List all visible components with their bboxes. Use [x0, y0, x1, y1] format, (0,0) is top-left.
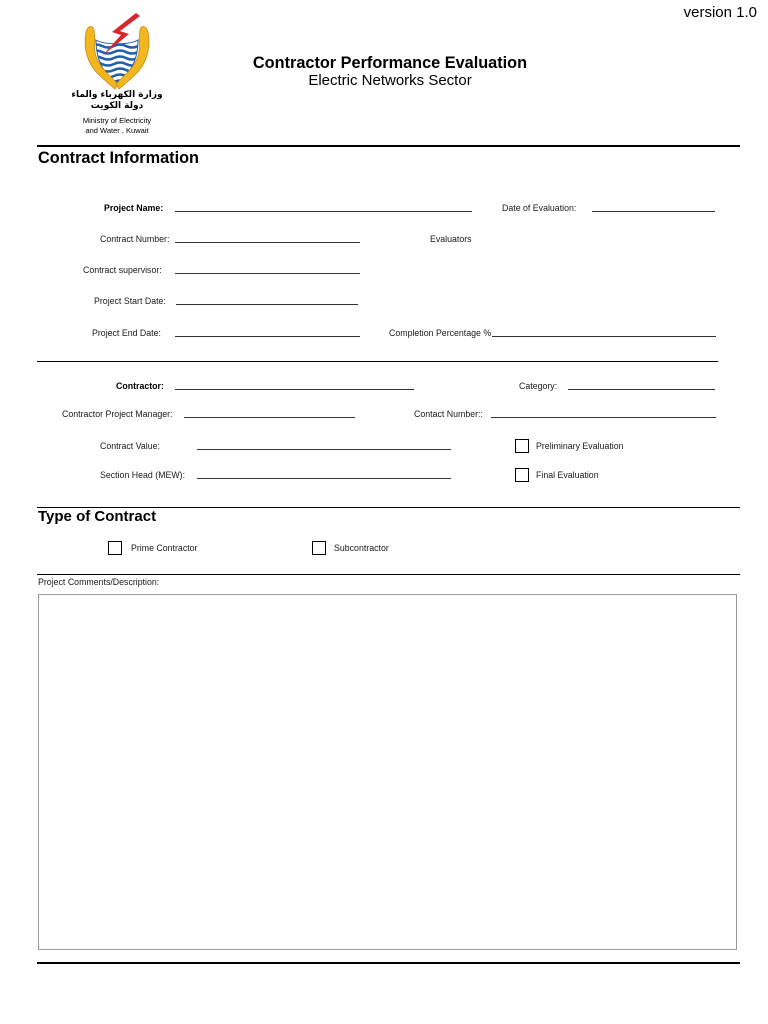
project-comments-label: Project Comments/Description:: [38, 577, 160, 587]
logo-arabic-state: دولة الكويت: [90, 101, 144, 111]
evaluators-label: Evaluators: [430, 234, 472, 244]
final-evaluation-label: Final Evaluation: [536, 470, 599, 480]
contact-number-field[interactable]: [491, 407, 716, 418]
project-end-date-label: Project End Date:: [92, 328, 161, 338]
project-start-date-field[interactable]: [176, 294, 358, 305]
preliminary-evaluation-checkbox[interactable]: [515, 439, 529, 453]
contractor-project-manager-label: Contractor Project Manager:: [62, 409, 173, 419]
section-head-label: Section Head (MEW):: [100, 470, 186, 480]
contract-value-field[interactable]: [197, 439, 451, 450]
completion-percentage-field[interactable]: [492, 326, 716, 337]
ministry-logo: [82, 12, 152, 90]
prime-contractor-label: Prime Contractor: [131, 543, 198, 553]
section-divider: [37, 574, 740, 575]
logo-english-line1: Ministry of Electricity: [82, 116, 152, 125]
form-title: Contractor Performance Evaluation: [252, 54, 528, 72]
contract-value-label: Contract Value:: [100, 441, 160, 451]
contract-information-heading: Contract Information: [38, 149, 199, 167]
project-name-label: Project Name:: [104, 203, 164, 213]
footer-divider: [37, 962, 740, 964]
preliminary-evaluation-label: Preliminary Evaluation: [536, 441, 624, 451]
contact-number-label: Contact Number::: [414, 409, 483, 419]
logo-english-line2: and Water , Kuwait: [85, 126, 149, 135]
subcontractor-checkbox[interactable]: [312, 541, 326, 555]
logo-arabic-ministry: وزارة الكهرباء والماء: [71, 90, 163, 100]
category-field[interactable]: [568, 379, 715, 390]
section-divider: [37, 361, 718, 362]
date-of-evaluation-field[interactable]: [592, 201, 715, 212]
version-label: version 1.0: [683, 4, 757, 21]
category-label: Category:: [519, 381, 558, 391]
contract-number-label: Contract Number:: [100, 234, 170, 244]
project-name-field[interactable]: [175, 201, 472, 212]
section-head-field[interactable]: [197, 468, 451, 479]
contractor-field[interactable]: [175, 379, 414, 390]
header-divider: [37, 145, 740, 147]
project-start-date-label: Project Start Date:: [94, 296, 166, 306]
contract-supervisor-label: Contract supervisor:: [83, 265, 162, 275]
contract-number-field[interactable]: [175, 232, 360, 243]
type-of-contract-heading: Type of Contract: [38, 508, 157, 525]
contractor-label: Contractor:: [116, 381, 164, 391]
form-subtitle: Electric Networks Sector: [308, 72, 472, 89]
final-evaluation-checkbox[interactable]: [515, 468, 529, 482]
prime-contractor-checkbox[interactable]: [108, 541, 122, 555]
completion-percentage-label: Completion Percentage %: [389, 328, 492, 338]
subcontractor-label: Subcontractor: [334, 543, 389, 553]
project-end-date-field[interactable]: [175, 326, 360, 337]
contract-supervisor-field[interactable]: [175, 263, 360, 274]
contractor-project-manager-field[interactable]: [184, 407, 355, 418]
date-of-evaluation-label: Date of Evaluation:: [502, 203, 577, 213]
project-comments-textarea[interactable]: [38, 594, 737, 950]
